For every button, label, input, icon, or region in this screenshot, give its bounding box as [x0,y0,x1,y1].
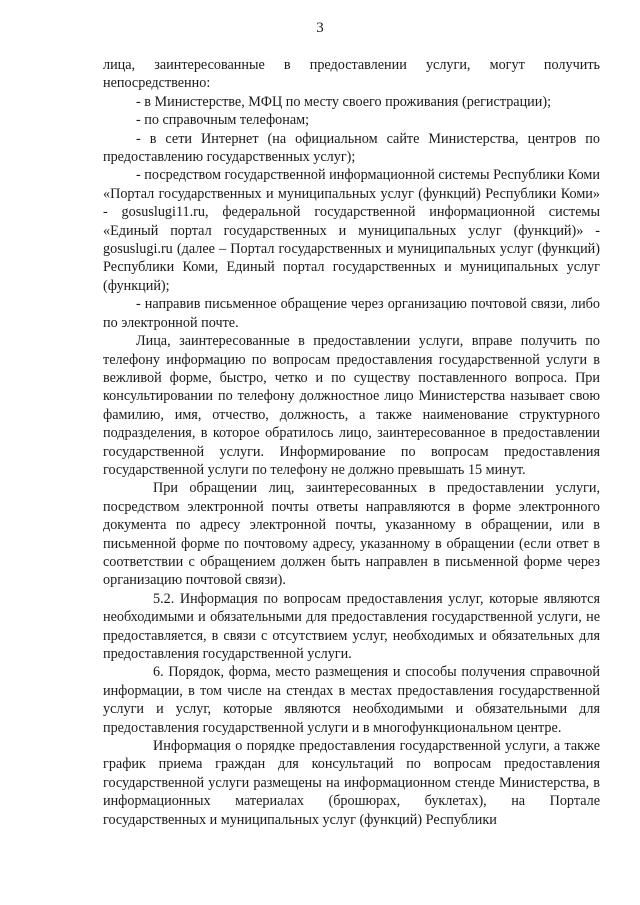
paragraph: При обращении лиц, заинтересованных в предоставлении услуги, посредством электронной почты ответы направляются в форме электронного документа по адресу электронной почты, указанному в обращении, или в письменной форме по почтовому адресу, указанному в обращении (если ответ в соответствии с обращением должен быть направлен в письменной форме через организацию почтовой связи). [103,480,600,589]
paragraph: лица, заинтересованные в предоставлении услуги, могут получить непосредственно: [103,57,600,92]
paragraph: 5.2. Информация по вопросам предоставления услуг, которые являются необходимыми и обязательными для предоставления государственной услуги, не предоставляется, в связи с отсутствием услуг, необходимых и обязательных для предоставления государственной услуги. [103,590,600,662]
paragraph: Информация о порядке предоставления государственной услуги, а также график приема граждан для консультаций по вопросам предоставления государственной услуги размещены на информационном стенде Министерства, в информационных материалах (брошюрах, буклетах), на Портале государственных и муниципальных услуг (функций) Республики [103,738,600,828]
paragraph: Лица, заинтересованные в предоставлении услуги, вправе получить по телефону информацию по вопросам предоставления государственной услуги в вежливой форме, быстро, четко и по существу поставленного вопроса. При консультировании по телефону должностное лицо Министерства называет свою фамилию, имя, отчество, должность, а также наименование структурного подразделения, в которое обратилось лицо, заинтересованное в предоставлении государственной услуги. Информирование по вопросам предоставления государственной услуги по телефону не должно превышать 15 минут. [103,333,600,478]
list-item: - по справочным телефонам; [136,112,310,129]
document-body [103,56,600,829]
page-number: 3 [316,20,324,36]
list-item: - в Министерстве, МФЦ по месту своего проживания (регистрации); [136,93,552,110]
list-item: - посредством государственной информационной системы Республики Коми «Портал государственных и муниципальных услуг (функций) Республики Коми» - gosuslugi11.ru, федеральной государственной информационной системы «Единый портал государственных и муниципальных услуг (функций)» - gosuslugi.ru (далее – Портал государственных и муниципальных услуг (функций) Республики Коми, Единый портал государственных и муниципальных услуг (функций); [103,167,600,294]
section-heading: 6. Порядок, форма, место размещения и способы получения справочной информации, в том числе на стендах в местах предоставления государственной услуги и услуг, которые являются необходимыми и обязательными для предоставления государственной услуги и в многофункциональном центре. [103,664,600,736]
list-item: - в сети Интернет (на официальном сайте Министерства, центров по предоставлению государственных услуг); [103,130,600,166]
list-item: - направив письменное обращение через организацию почтовой связи, либо по электронной почте. [103,296,600,331]
